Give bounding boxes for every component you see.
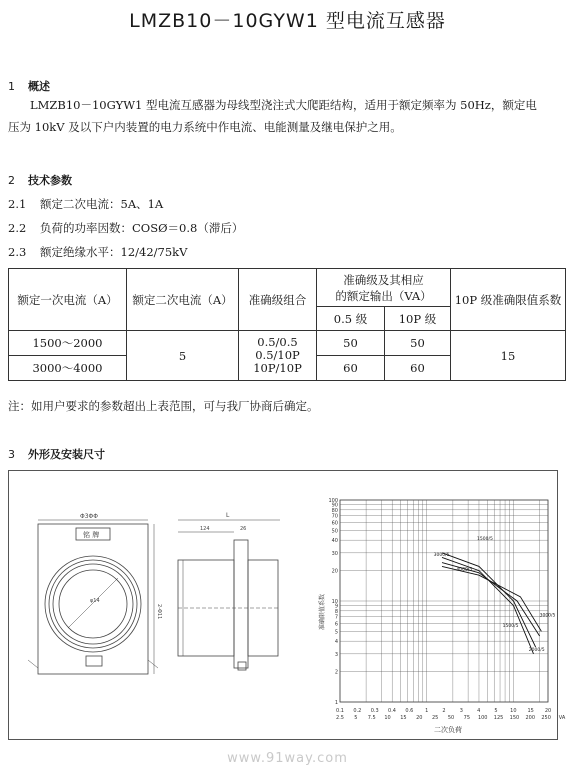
x-tick-label: 1 <box>425 708 429 714</box>
param-text: 额定绝缘水平：12/42/75kV <box>40 245 188 259</box>
outline-drawing <box>18 500 288 690</box>
y-tick-label: 4 <box>334 639 338 646</box>
table-note: 注：如用户要求的参数超出上表范围，可与我厂协商后确定。 <box>8 399 319 413</box>
cell-output-05: 50 <box>317 331 385 356</box>
cell-primary: 3000～4000 <box>9 356 127 381</box>
param-number: 2.3 <box>8 245 27 259</box>
series-label: 1500/5 <box>477 537 493 543</box>
x-tick-label: 20 <box>544 708 552 714</box>
param-number: 2.1 <box>8 197 27 211</box>
section-number: 2 <box>8 174 15 187</box>
y-tick-label: 2 <box>334 669 338 676</box>
section-number: 3 <box>8 448 15 461</box>
nameplate-label: 铭 牌 <box>83 531 100 539</box>
x-tick-label: 75 <box>463 715 471 721</box>
section-heading-params <box>8 172 72 188</box>
dim-label: 124 <box>200 526 210 532</box>
overview-line-1: LMZB10－10GYW1 型电流互感器为母线型浇注式大爬距结构，适用于额定频率为 50Hz，额定电 <box>30 98 537 112</box>
limit-factor-chart <box>318 492 568 734</box>
x-tick-label: 25 <box>431 715 439 721</box>
param-text: 负荷的功率因数：COSØ＝0.8（滞后） <box>40 221 244 235</box>
series-label: 4000/5 <box>456 567 473 573</box>
x-tick-label: 250 <box>541 715 551 721</box>
header-limit-factor: 10P 级准确限值系数 <box>451 269 566 331</box>
x-tick-label: 0.4 <box>388 708 396 714</box>
cell-output-10p: 60 <box>385 356 451 381</box>
section-heading-dimensions <box>8 446 105 462</box>
x-tick-label: 10 <box>510 708 517 714</box>
series-label: 2000/5 <box>528 647 545 653</box>
combo-item: 0.5/10P <box>255 348 300 362</box>
x-tick-label: 0.2 <box>353 708 362 714</box>
header-class-combo: 准确级组合 <box>239 269 317 331</box>
series-label: 3000/5 <box>433 552 450 558</box>
page-title: LMZB10－10GYW1 型电流互感器 <box>129 10 446 32</box>
section-title: 外形及安装尺寸 <box>28 448 105 461</box>
dim-label: Φ3ΦΦ <box>80 513 98 520</box>
dim-label: φ14 <box>90 598 100 604</box>
series-label: 1500/5 <box>502 624 519 630</box>
x-tick-label: 150 <box>509 715 520 721</box>
x-tick-label: 2.5 <box>336 715 344 721</box>
series-labels <box>434 536 556 653</box>
header-rated-output-line2: 的额定输出（VA） <box>335 288 432 303</box>
y-tick-label: 80 <box>331 507 338 514</box>
x-tick-label: 200 <box>525 715 536 721</box>
watermark: www.91way.com <box>227 751 348 766</box>
y-tick-label: 70 <box>331 513 338 520</box>
x-tick-label: VA <box>558 715 566 721</box>
x-tick-label: 10 <box>384 715 391 721</box>
x-tick-label: 50 <box>447 715 455 721</box>
param-number: 2.2 <box>8 221 27 235</box>
param-text: 额定二次电流：5A、1A <box>40 197 164 211</box>
y-axis-ticks <box>328 498 338 706</box>
y-tick-label: 6 <box>334 621 338 628</box>
cell-class-combos <box>239 331 317 381</box>
spec-table <box>8 268 566 381</box>
y-tick-label: 5 <box>334 629 338 636</box>
param-line <box>8 244 187 260</box>
x-tick-label: 0.3 <box>370 708 379 714</box>
cell-output-05: 60 <box>317 356 385 381</box>
header-rated-output-line1: 准确级及其相应 <box>343 272 424 287</box>
x-tick-label: 4 <box>477 708 481 714</box>
y-tick-label: 30 <box>331 550 338 557</box>
section-title: 技术参数 <box>28 174 72 187</box>
front-view <box>28 513 162 674</box>
cell-secondary: 5 <box>127 331 239 381</box>
y-tick-label: 3 <box>334 651 338 658</box>
cell-limit-factor: 15 <box>451 331 566 381</box>
dim-label: L <box>226 512 230 519</box>
series-label: 3000/5 <box>539 613 556 619</box>
y-tick-label: 100 <box>328 498 338 504</box>
y-tick-label: 10 <box>331 599 338 605</box>
header-rated-output <box>317 269 451 307</box>
header-class-10p: 10P 级 <box>385 307 451 331</box>
y-tick-label: 50 <box>331 528 338 535</box>
y-tick-label: 60 <box>331 520 338 527</box>
x-tick-label: 100 <box>477 715 488 721</box>
x-axis-ticks <box>336 708 566 721</box>
header-primary-current: 额定一次电流（A） <box>9 269 127 331</box>
y-tick-label: 90 <box>331 502 338 509</box>
y-tick-label: 1 <box>334 700 338 706</box>
x-tick-label: 125 <box>493 715 504 721</box>
x-tick-label: 5 <box>494 708 498 714</box>
side-view <box>178 512 280 670</box>
overview-line-2: 压为 10kV 及以下户内装置的电力系统中作电流、电能测量及继电保护之用。 <box>8 120 402 134</box>
dim-label: 2-Φ11 <box>156 604 162 620</box>
x-tick-label: 0.6 <box>405 708 414 714</box>
series-line <box>442 566 541 631</box>
param-line <box>8 220 243 236</box>
x-tick-label: 20 <box>416 715 423 721</box>
x-tick-label: 15 <box>527 708 534 714</box>
section-heading-overview <box>8 78 50 94</box>
combo-item: 10P/10P <box>253 361 302 375</box>
dim-label: 26 <box>240 526 247 532</box>
y-tick-label: 7 <box>334 614 338 621</box>
cell-primary: 1500～2000 <box>9 331 127 356</box>
x-tick-label: 7.5 <box>367 715 376 721</box>
x-axis-label: 二次负荷 <box>434 726 462 734</box>
y-tick-label: 9 <box>334 603 338 610</box>
section-number: 1 <box>8 80 15 93</box>
y-axis-label: 准确限值系数 <box>319 593 326 631</box>
header-secondary-current: 额定二次电流（A） <box>127 269 239 331</box>
header-class-05: 0.5 级 <box>317 307 385 331</box>
x-tick-label: 15 <box>400 715 407 721</box>
y-tick-label: 40 <box>331 538 338 545</box>
x-tick-label: 3 <box>459 708 463 714</box>
x-tick-label: 5 <box>354 715 358 721</box>
y-tick-label: 8 <box>334 608 338 615</box>
section-title: 概述 <box>28 80 50 93</box>
x-tick-label: 2 <box>442 708 446 714</box>
y-tick-label: 20 <box>331 568 338 575</box>
cell-output-10p: 50 <box>385 331 451 356</box>
combo-item: 0.5/0.5 <box>257 335 298 349</box>
x-tick-label: 0.1 <box>336 708 344 714</box>
table-row <box>9 331 566 356</box>
param-line <box>8 196 163 212</box>
